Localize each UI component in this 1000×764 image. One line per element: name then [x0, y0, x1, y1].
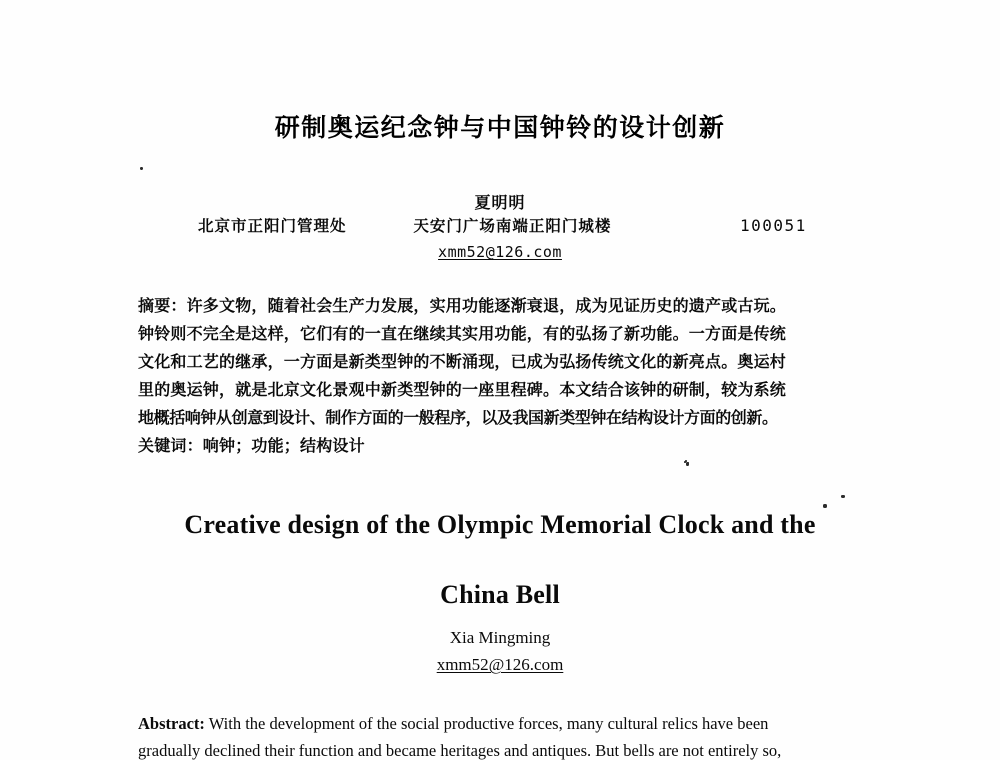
author-email-english[interactable]: xmm52@126.com — [436, 655, 564, 674]
abstract-chinese-line: 文化和工艺的继承，一方面是新类型钟的不断涌现，已成为弘扬传统文化的新亮点。奥运村 — [138, 352, 787, 371]
abstract-chinese-line: 摘要：许多文物，随着社会生产力发展，实用功能逐渐衰退，成为见证历史的遗产或古玩。 — [138, 296, 787, 315]
affiliation-postcode: 100051 — [740, 216, 807, 235]
abstract-english — [138, 710, 866, 764]
page-title-chinese: 研制奥运纪念钟与中国钟铃的设计创新 — [274, 113, 726, 142]
scan-artifact-speck — [823, 504, 827, 508]
affiliation-address: 天安门广场南端正阳门城楼 — [413, 217, 612, 235]
abstract-chinese-line: 里的奥运钟，就是北京文化景观中新类型钟的一座里程碑。本文结合该钟的研制，较为系统 — [138, 380, 787, 399]
author-name-chinese: 夏明明 — [474, 193, 526, 212]
author-email-english-row — [0, 655, 1000, 675]
author-name-english: Xia Mingming — [449, 628, 551, 647]
abstract-chinese — [138, 292, 864, 432]
abstract-english-label: Abstract: — [138, 714, 205, 733]
abstract-chinese-line: 地概括响钟从创意到设计、制作方面的一般程序，以及我国新类型钟在结构设计方面的创新。 — [138, 408, 778, 427]
author-email-chinese-row — [0, 243, 1000, 261]
affiliation-organization: 北京市正阳门管理处 — [198, 217, 347, 235]
abstract-english-line2: gradually declined their function and became heritages and antiques. But bells are not entirely so, — [138, 741, 782, 760]
abstract-chinese-line: 钟铃则不完全是这样，它们有的一直在继续其实用功能，有的弘扬了新功能。一方面是传统 — [138, 324, 787, 343]
scan-artifact-speck — [684, 461, 686, 463]
page-title-english-line2: China Bell — [440, 580, 560, 609]
abstract-english-text: With the development of the social productive forces, many cultural relics have been — [208, 714, 769, 733]
affiliation-row — [130, 214, 870, 236]
scan-artifact-speck — [687, 462, 689, 464]
abstract-english-line1 — [138, 710, 866, 737]
scan-artifact-speck — [841, 495, 845, 498]
scan-artifact-speck — [140, 167, 143, 170]
page-title-english-line1: Creative design of the Olympic Memorial Clock and the — [184, 510, 816, 539]
page-title-english — [0, 500, 1000, 620]
keywords-chinese: 关键词：响钟；功能；结构设计 — [138, 436, 365, 455]
author-email-chinese[interactable]: xmm52@126.com — [438, 243, 562, 261]
